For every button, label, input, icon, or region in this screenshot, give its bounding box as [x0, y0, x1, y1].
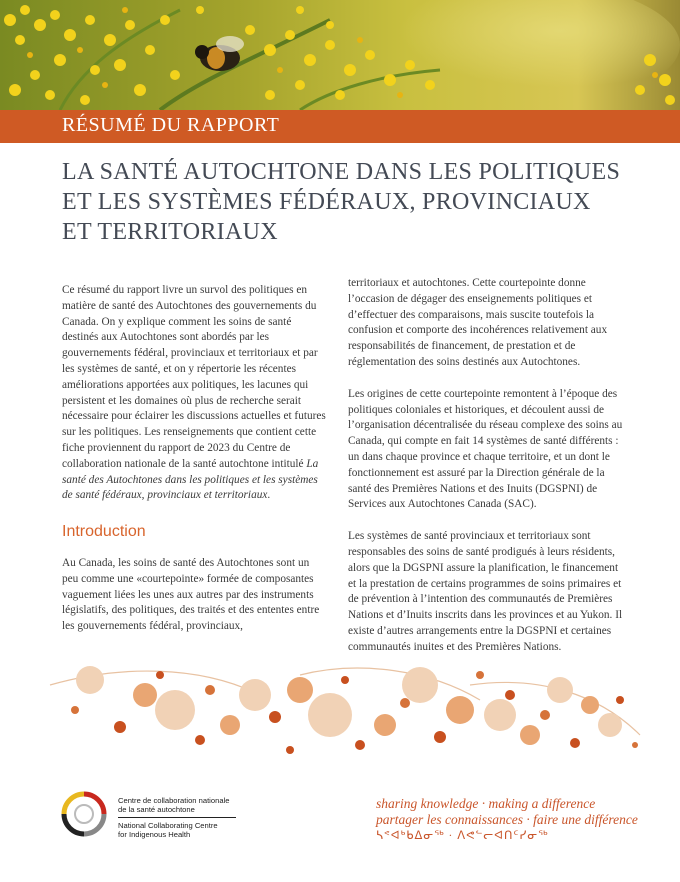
org-en-line2: for Indigenous Health — [118, 830, 191, 839]
right-paragraph-1: territoriaux et autochtones. Cette courtepointe donne l’occasion de dégager des enseignements politiques et d’effectuer des comparaisons, mais suscite toutefois la confusion et comporte des incohérences relativement aux responsabilités de financement, de prestation et de réglementation des soins destinés aux Autochtones. — [348, 277, 608, 368]
summary-text: Ce résumé du rapport livre un survol des politiques en matière de santé des Autochtones des gouvernements du Canada. On y explique comment les soins de santé destinés aux Autochtones sont abordés par les gouvernements fédéral, provinciaux et territoriaux et par les systèmes de santé, et on y répertorie les récentes améliorations apportées aux politiques, les lacunes qui persistent et les domaines où plus de recherche serait nécessaire pour éclairer les discussions actuelles et futures sur les politiques. Les renseignements que contient cette fiche proviennent du rapport de 2023 du Centre de collaboration nationale de la santé autochtone intitulé — [62, 284, 326, 470]
tagline — [376, 796, 638, 844]
goldenrod-illustration — [0, 0, 680, 110]
organization-name — [118, 796, 236, 839]
logo-icon — [60, 790, 108, 838]
floral-illustration — [0, 655, 680, 765]
intro-paragraph: Au Canada, les soins de santé des Autochtones sont un peu comme une «courtepointe» formée de composantes vaguement liées les unes aux autres par des instruments législatifs, des politiques, des traités et des ententes entre les gouvernements fédéral, provinciaux, — [62, 556, 320, 633]
org-fr-line1: Centre de collaboration nationale — [118, 796, 230, 805]
right-paragraph-2: Les origines de cette courtepointe remontent à l’époque des politiques coloniales et historiques, et découlent aussi de l’organisation décentralisée du réseau complexe des soins au Canada, qui compte en fait 14 systèmes de santé différents : un dans chaque province et chaque territoire, et un dont le fonctionnement est assuré par la Direction générale de la santé des Premières Nations et des Inuits (DGSPNI) de Services aux Autochtones Canada (SAC). — [348, 387, 623, 511]
band-label: RÉSUMÉ DU RAPPORT — [62, 114, 280, 136]
left-column — [62, 283, 327, 651]
right-column — [348, 276, 623, 672]
page-title: LA SANTÉ AUTOCHTONE DANS LES POLITIQUES ET LES SYSTÈMES FÉDÉRAUX, PROVINCIAUX ET TERRITORIAUX — [62, 159, 621, 245]
section-heading-introduction: Introduction — [62, 523, 146, 541]
hero-photo — [0, 0, 680, 110]
section-band — [0, 110, 680, 143]
summary-paragraph — [62, 283, 327, 504]
ncci-logo — [60, 790, 108, 838]
tagline-fr: partager les connaissances · faire une différence — [376, 812, 638, 827]
tagline-en: sharing knowledge · making a difference — [376, 796, 596, 811]
org-fr-line2: de la santé autochtone — [118, 805, 195, 814]
report-title: La santé des Autochtones dans les politiques et les systèmes de santé fédéraux, provinciaux et territoriaux — [62, 457, 319, 502]
right-paragraph-3: Les systèmes de santé provinciaux et territoriaux sont responsables des soins de santé prodigués à leurs résidents, alors que la DGSPNI assure la planification, le financement et la prestation de certains programmes de soins primaires et de prévention à l’intention des communautés de Premières Nations et d’Inuits inscrits dans les provinces et au Yukon. Il existe d’autres arrangements entre la DGSPNI et certaines communautés inuites et des Premières Nations. — [348, 530, 623, 653]
floral-decoration — [0, 655, 680, 765]
summary-end: . — [267, 489, 271, 502]
org-divider — [118, 817, 236, 818]
org-en-line1: National Collaborating Centre — [118, 821, 218, 830]
tagline-syllabics: ᓴᕝᐊᒃᑲᐃᓂᖅ · ᐱᕙᓪᓕᐊᑎᑦᓯᓂᖅ — [376, 830, 549, 842]
